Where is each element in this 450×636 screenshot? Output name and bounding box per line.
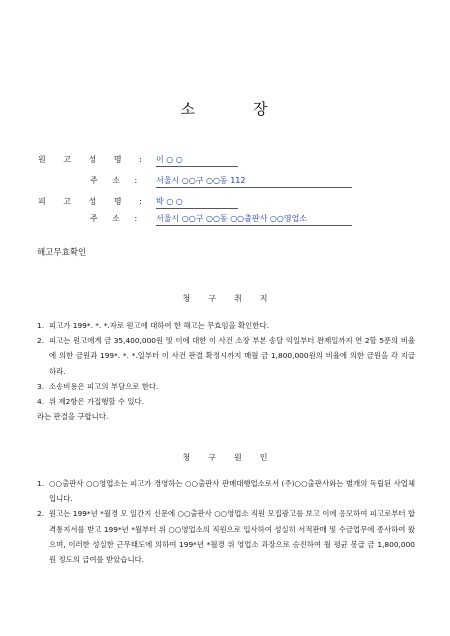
claim-closing: 라는 판결을 구합니다. [37,412,109,422]
list-item [37,506,415,567]
cause-heading-char: 인 [259,453,268,462]
plaintiff-address: 서울시 ○○구 ○○동 112 [156,176,246,185]
defendant-name: 박 ○ ○ [156,197,183,206]
item-text: 피고가 199*. *. *.자로 원고에 대하여 한 해고는 무효임을 확인한다. [49,321,269,330]
item-text: 소송비용은 피고의 부담으로 한다. [49,381,159,391]
plaintiff-address-underline [156,187,352,188]
item-text: 피고는 원고에게 금 35,400,000원 및 이에 대한 이 사건 소장 부본 송달 익일부터 완제일까지 연 2할 5푼의 비율에 의한 금원과 199*. *. *.일부터 이 사건 판결 확정시까지 매월 금 1,800,000원의 비율에 의한 금원을 각 지급하라. [49,336,415,376]
item-text: ○○출판사 ○○영업소는 피고가 경영하는 ○○출판사 판매대행업소로서 (주)○○출판사와는 별개의 독립된 사업체입니다. [49,479,415,504]
defendant-address: 서울시 ○○구 ○○동 ○○출판사 ○○영업소 [156,214,308,223]
item-number: 4. [37,397,45,407]
item-text: 위 제2항은 가집행할 수 있다. [49,397,144,407]
cause-heading-char: 구 [208,453,216,462]
title-char-2: 장 [253,100,270,118]
defendant-address-label: 주 소 : [90,214,144,223]
claim-heading-char: 청 [182,294,191,303]
list-item [37,318,415,333]
claim-heading [0,293,450,304]
list-item [37,379,415,394]
claim-heading-char: 지 [259,294,268,303]
item-number: 3. [37,381,45,391]
cause-list [37,476,415,567]
list-item [37,476,415,506]
plaintiff-address-label: 주 소 : [90,176,144,185]
document-title [0,98,450,119]
plaintiff-name: 이 ○ ○ [156,155,183,164]
list-item [37,394,415,409]
cause-heading-char: 원 [234,453,242,462]
plaintiff-label: 원 고 성 명 : [38,155,150,164]
item-number: 2. [37,509,45,519]
defendant-label: 피 고 성 명 : [38,197,150,206]
claim-heading-char: 취 [234,294,242,303]
defendant-address-underline [156,225,352,226]
defendant-name-underline [156,208,238,209]
list-item [37,333,415,379]
item-number: 1. [37,321,45,330]
item-number: 2. [37,336,45,346]
cause-heading-char: 청 [182,453,191,462]
claim-heading-char: 구 [208,294,216,303]
claim-list [37,318,415,424]
item-number: 1. [37,479,45,488]
case-name: 해고무효확인 [37,248,87,258]
item-text: 원고는 199*년 *월경 모 일간지 신문에 ○○출판사 ○○영업소 직원 모집광고를 보고 이에 응모하여 피고로부터 합격통지서를 받고 199*년 *월부터 위 ○○영업소의 직원으로 입사하여 성실히 서적판매 및 수금업무에 종사하여 왔으며, 이러한 성실한 근무태도에 의하여 199*년 *월경 위 영업소 과장으로 승진하여 월 평균 봉급 금 1,800,000원 정도의 급여를 받았습니다. [49,509,415,565]
cause-heading [0,452,450,463]
plaintiff-name-underline [156,166,238,167]
title-char-1: 소 [180,100,197,118]
